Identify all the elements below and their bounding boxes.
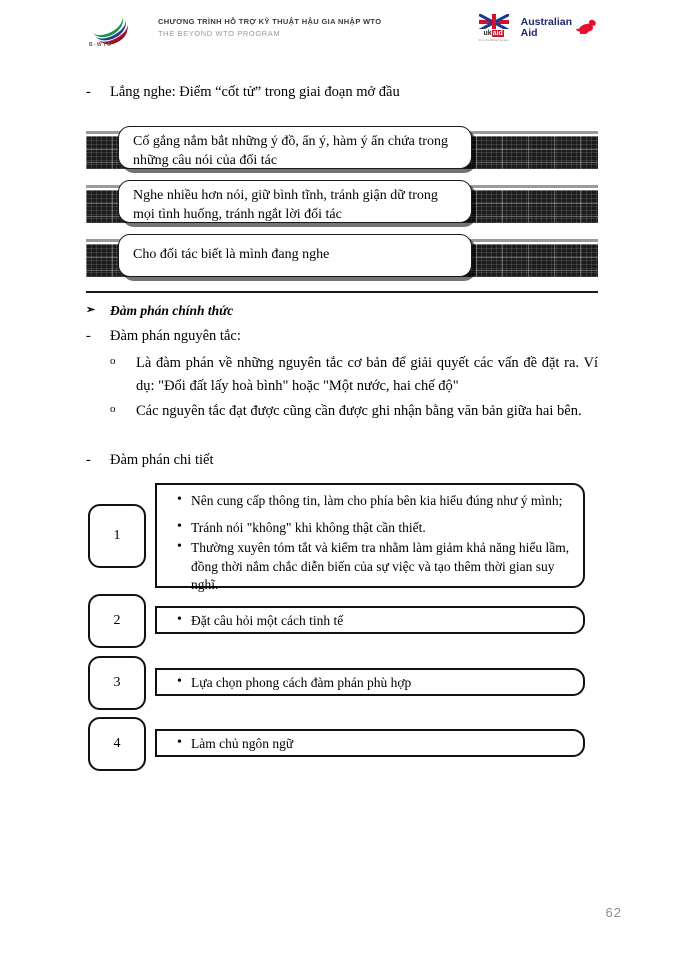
step-2-number-box: [88, 594, 146, 648]
banner-callout-3: Cho đối tác biết là mình đang nghe: [118, 234, 472, 277]
step-4-number-box: [88, 717, 146, 771]
detail-negotiation-label-text: Đàm phán chi tiết: [110, 452, 214, 468]
principle-item-2: [110, 400, 598, 423]
step-1-number: 1: [113, 528, 121, 543]
list-item: • Thường xuyên tóm tắt và kiểm tra nhằm làm giảm khả năng hiểu lầm, đồng thời nắm chắc diễn biến của sự việc và tạo thêm thời gian suy nghĩ.: [177, 539, 573, 594]
listening-heading-text: Lắng nghe: Điểm “cốt tử” trong giai đoạn mở đầu: [110, 84, 400, 100]
australian-aid-logo-icon: [521, 17, 598, 39]
donor-logos: [479, 14, 598, 42]
formal-negotiation-heading-text: Đàm phán chính thức: [110, 303, 234, 318]
list-item: • Làm chủ ngôn ngữ: [177, 735, 573, 753]
australian-aid-line1: Australian: [520, 15, 572, 28]
kangaroo-icon: [576, 20, 598, 36]
step-3-number-box: [88, 656, 146, 710]
australian-aid-wordmark: [521, 17, 572, 39]
program-title-en: THE BEYOND WTO PROGRAM: [158, 29, 281, 38]
listening-heading: [86, 82, 598, 103]
principle-item-1-text: Là đàm phán về những nguyên tắc cơ bản để giải quyết các vấn đề đặt ra. Ví dụ: "Đổi đất lấy hoà bình" hoặc "Một nước, hai chế độ": [136, 355, 598, 395]
logo-abbrev-label: B-WTO: [89, 42, 113, 48]
formal-negotiation-heading: [86, 303, 598, 319]
step-4-bullet-list: [177, 735, 573, 753]
step-1-bullet-list: [177, 492, 573, 594]
step-3-bullet-list: [177, 674, 573, 692]
step-1-content-box: [155, 483, 585, 592]
header-titles: [158, 17, 381, 39]
principle-item-2-text: Các nguyên tắc đạt được cũng cần được ghi nhận bằng văn bản giữa hai bên.: [136, 403, 582, 419]
union-jack-icon: [479, 14, 509, 29]
listening-banner-1: [86, 126, 598, 170]
australian-aid-line2: Aid: [520, 27, 538, 39]
step-3-content-box: [155, 668, 585, 696]
ukaid-logo-icon: [479, 14, 509, 42]
step-2-bullet-list: [177, 612, 573, 630]
circle-bullet-icon: o: [110, 403, 116, 415]
ukaid-tagline: from the British people: [478, 38, 509, 42]
program-title-vi: CHƯƠNG TRÌNH HỖ TRỢ KỸ THUẬT HẬU GIA NHẬP WTO: [158, 16, 382, 26]
listening-banner-2: [86, 180, 598, 224]
principle-negotiation-label-text: Đàm phán nguyên tắc:: [110, 328, 241, 344]
ukaid-wordmark: [483, 30, 503, 37]
banner-callout-1: Cố gắng nắm bắt những ý đồ, ẩn ý, hàm ý ẩn chứa trong những câu nói của đối tác: [118, 126, 472, 169]
list-item: • Lựa chọn phong cách đàm phán phù hợp: [177, 674, 573, 692]
section-divider: [86, 291, 598, 293]
dash-bullet-icon: -: [86, 328, 91, 344]
bwto-logo-icon: [86, 8, 144, 48]
ukaid-uk-text: uk: [483, 30, 492, 37]
step-3-number: 3: [113, 675, 121, 690]
principle-negotiation-label: [86, 326, 598, 347]
detail-negotiation-label: [86, 450, 598, 471]
list-item: • Đặt câu hỏi một cách tinh tế: [177, 612, 573, 630]
circle-bullet-icon: o: [110, 355, 116, 367]
arrow-bullet-icon: ➢: [86, 304, 96, 316]
step-4-content-box: [155, 729, 585, 757]
step-2-content-box: [155, 606, 585, 634]
page-header: [86, 6, 598, 50]
list-item: • Nên cung cấp thông tin, làm cho phía bên kia hiểu đúng như ý mình;: [177, 492, 573, 510]
step-4-number: 4: [113, 736, 121, 751]
principle-item-1: [110, 352, 598, 398]
list-item: • Tránh nói "không" khi không thật cần thiết.: [177, 519, 573, 537]
ukaid-aid-text: aid: [492, 30, 503, 37]
dash-bullet-icon: -: [86, 452, 91, 468]
step-1-number-box: [88, 504, 146, 568]
listening-banner-3: [86, 234, 598, 278]
banner-callout-2: Nghe nhiều hơn nói, giữ bình tĩnh, tránh giận dữ trong mọi tình huống, tránh ngắt lời đối tác: [118, 180, 472, 223]
page-number: 62: [605, 905, 622, 920]
step-2-number: 2: [113, 613, 121, 628]
dash-bullet-icon: -: [86, 84, 91, 100]
